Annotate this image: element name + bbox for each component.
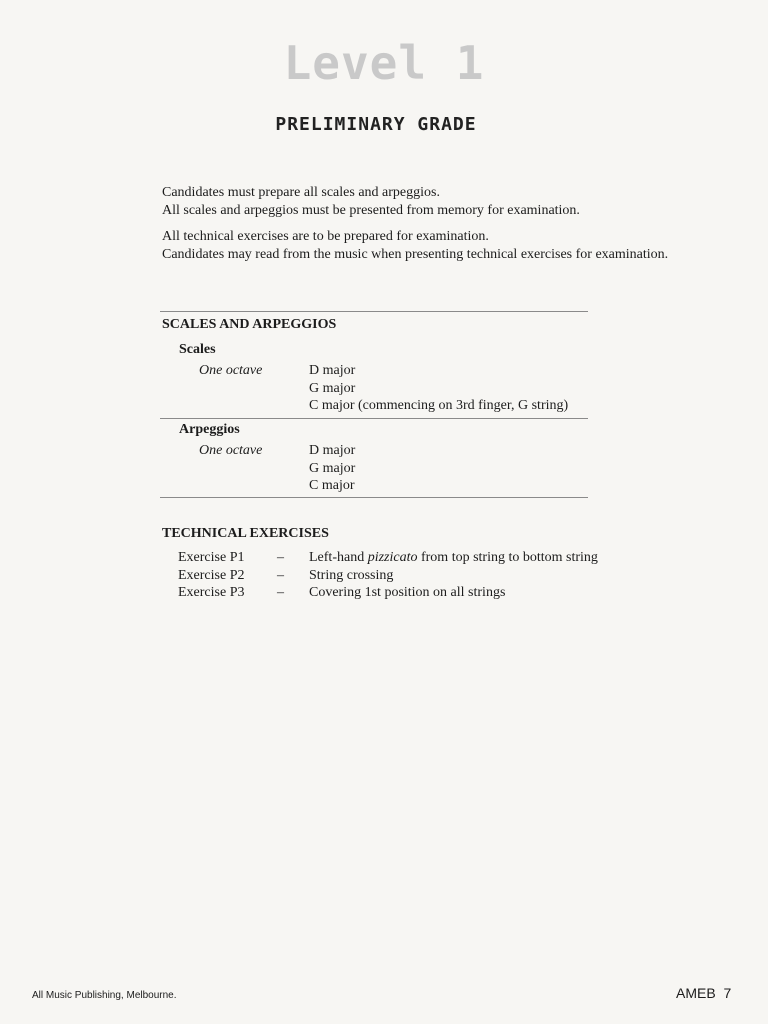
level-title: Level 1: [283, 36, 485, 90]
arpeggios-heading: Arpeggios: [179, 422, 240, 437]
arpeggio-key: C major: [309, 478, 355, 493]
scales-octave-label: One octave: [199, 363, 263, 378]
intro-line: Candidates must prepare all scales and arpeggios.: [162, 185, 440, 200]
intro-line: All technical exercises are to be prepared for examination.: [162, 229, 489, 244]
intro-text: [162, 184, 668, 264]
exercise-dash: –: [277, 585, 284, 600]
exercise-description: Covering 1st position on all strings: [309, 585, 506, 600]
scales-arpeggios-heading: SCALES AND ARPEGGIOS: [162, 317, 337, 332]
exercise-description: Left-hand pizzicato from top string to bottom string: [309, 550, 598, 565]
publisher-credit: All Music Publishing, Melbourne.: [32, 990, 177, 1001]
exercise-dash: –: [277, 568, 284, 583]
arpeggio-key: G major: [309, 460, 356, 476]
divider: [160, 311, 588, 312]
scales-key-list: [309, 362, 568, 415]
exercise-description: String crossing: [309, 568, 394, 583]
exercise-dash: –: [277, 550, 284, 565]
scale-key: D major: [309, 363, 356, 378]
technical-exercises-heading: TECHNICAL EXERCISES: [162, 526, 329, 541]
arpeggios-octave-label: One octave: [199, 443, 263, 458]
page-number: AMEB 7: [676, 985, 732, 1001]
divider: [160, 497, 588, 498]
exercise-name: Exercise P3: [178, 585, 245, 600]
arpeggios-key-list: [309, 442, 355, 495]
intro-line: Candidates may read from the music when presenting technical exercises for examination.: [162, 247, 669, 262]
exercise-name: Exercise P2: [178, 568, 245, 583]
arpeggio-key: D major: [309, 443, 356, 458]
scale-key: G major: [309, 380, 356, 396]
scale-key: C major (commencing on 3rd finger, G string): [309, 398, 569, 413]
grade-title: PRELIMINARY GRADE: [275, 114, 477, 135]
intro-line: All scales and arpeggios must be presented from memory for examination.: [162, 203, 580, 218]
scales-heading: Scales: [179, 342, 216, 357]
divider: [160, 418, 588, 419]
exercise-name: Exercise P1: [178, 550, 245, 565]
